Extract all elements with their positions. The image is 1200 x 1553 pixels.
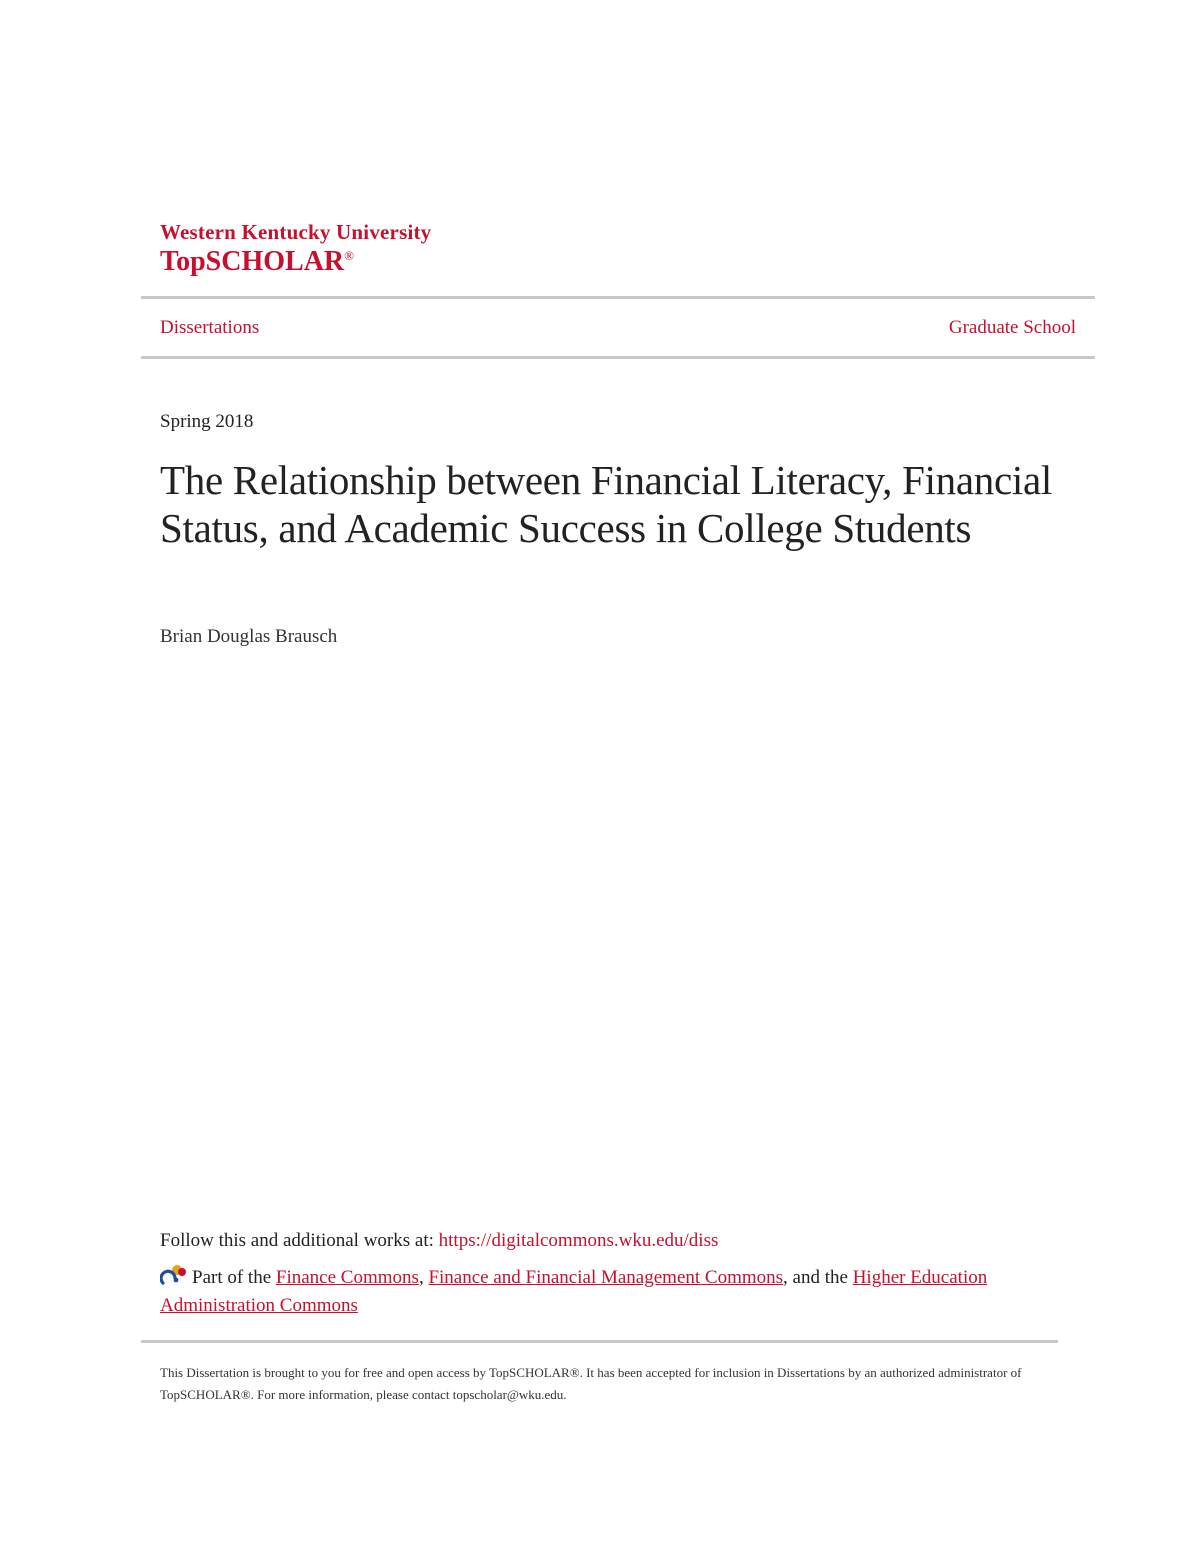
- part-of-line: [160, 1264, 1040, 1320]
- collection-url-link[interactable]: https://digitalcommons.wku.edu/diss: [438, 1230, 719, 1251]
- part-of-prefix: Part of the: [192, 1267, 276, 1288]
- follow-line: [160, 1230, 718, 1252]
- top-divider: [141, 296, 1095, 299]
- dissertations-link[interactable]: Dissertations: [160, 317, 260, 338]
- part-of-separator-2: , and the: [783, 1267, 853, 1288]
- graduate-school-link[interactable]: Graduate School: [948, 317, 1076, 338]
- finance-management-commons-link[interactable]: Finance and Financial Management Commons: [428, 1267, 784, 1288]
- network-commons-icon: [160, 1264, 188, 1288]
- higher-education-commons-link[interactable]: Higher Education Administration Commons: [160, 1267, 988, 1316]
- nav-divider: [141, 356, 1095, 359]
- paper-title: The Relationship between Financial Literacy, Financial Status, and Academic Success in College Students: [160, 457, 1052, 551]
- finance-commons-link[interactable]: Finance Commons: [275, 1267, 419, 1288]
- part-of-separator-1: ,: [418, 1267, 429, 1288]
- author-name: Brian Douglas Brausch: [160, 626, 338, 647]
- access-notice: This Dissertation is brought to you for free and open access by TopSCHOLAR®. It has been accepted for inclusion in Dissertations by an authorized administrator of TopSCHOLAR®. For more information, please contact topscholar@wku.edu.: [160, 1365, 1022, 1402]
- footer-divider: [141, 1340, 1058, 1343]
- publication-date: Spring 2018: [160, 411, 254, 432]
- follow-prefix: Follow this and additional works at:: [160, 1230, 439, 1251]
- university-name: Western Kentucky University: [160, 220, 432, 244]
- registered-mark: ®: [344, 248, 355, 263]
- repository-logo[interactable]: [160, 246, 354, 278]
- repository-name: TopSCHOLAR: [160, 246, 345, 277]
